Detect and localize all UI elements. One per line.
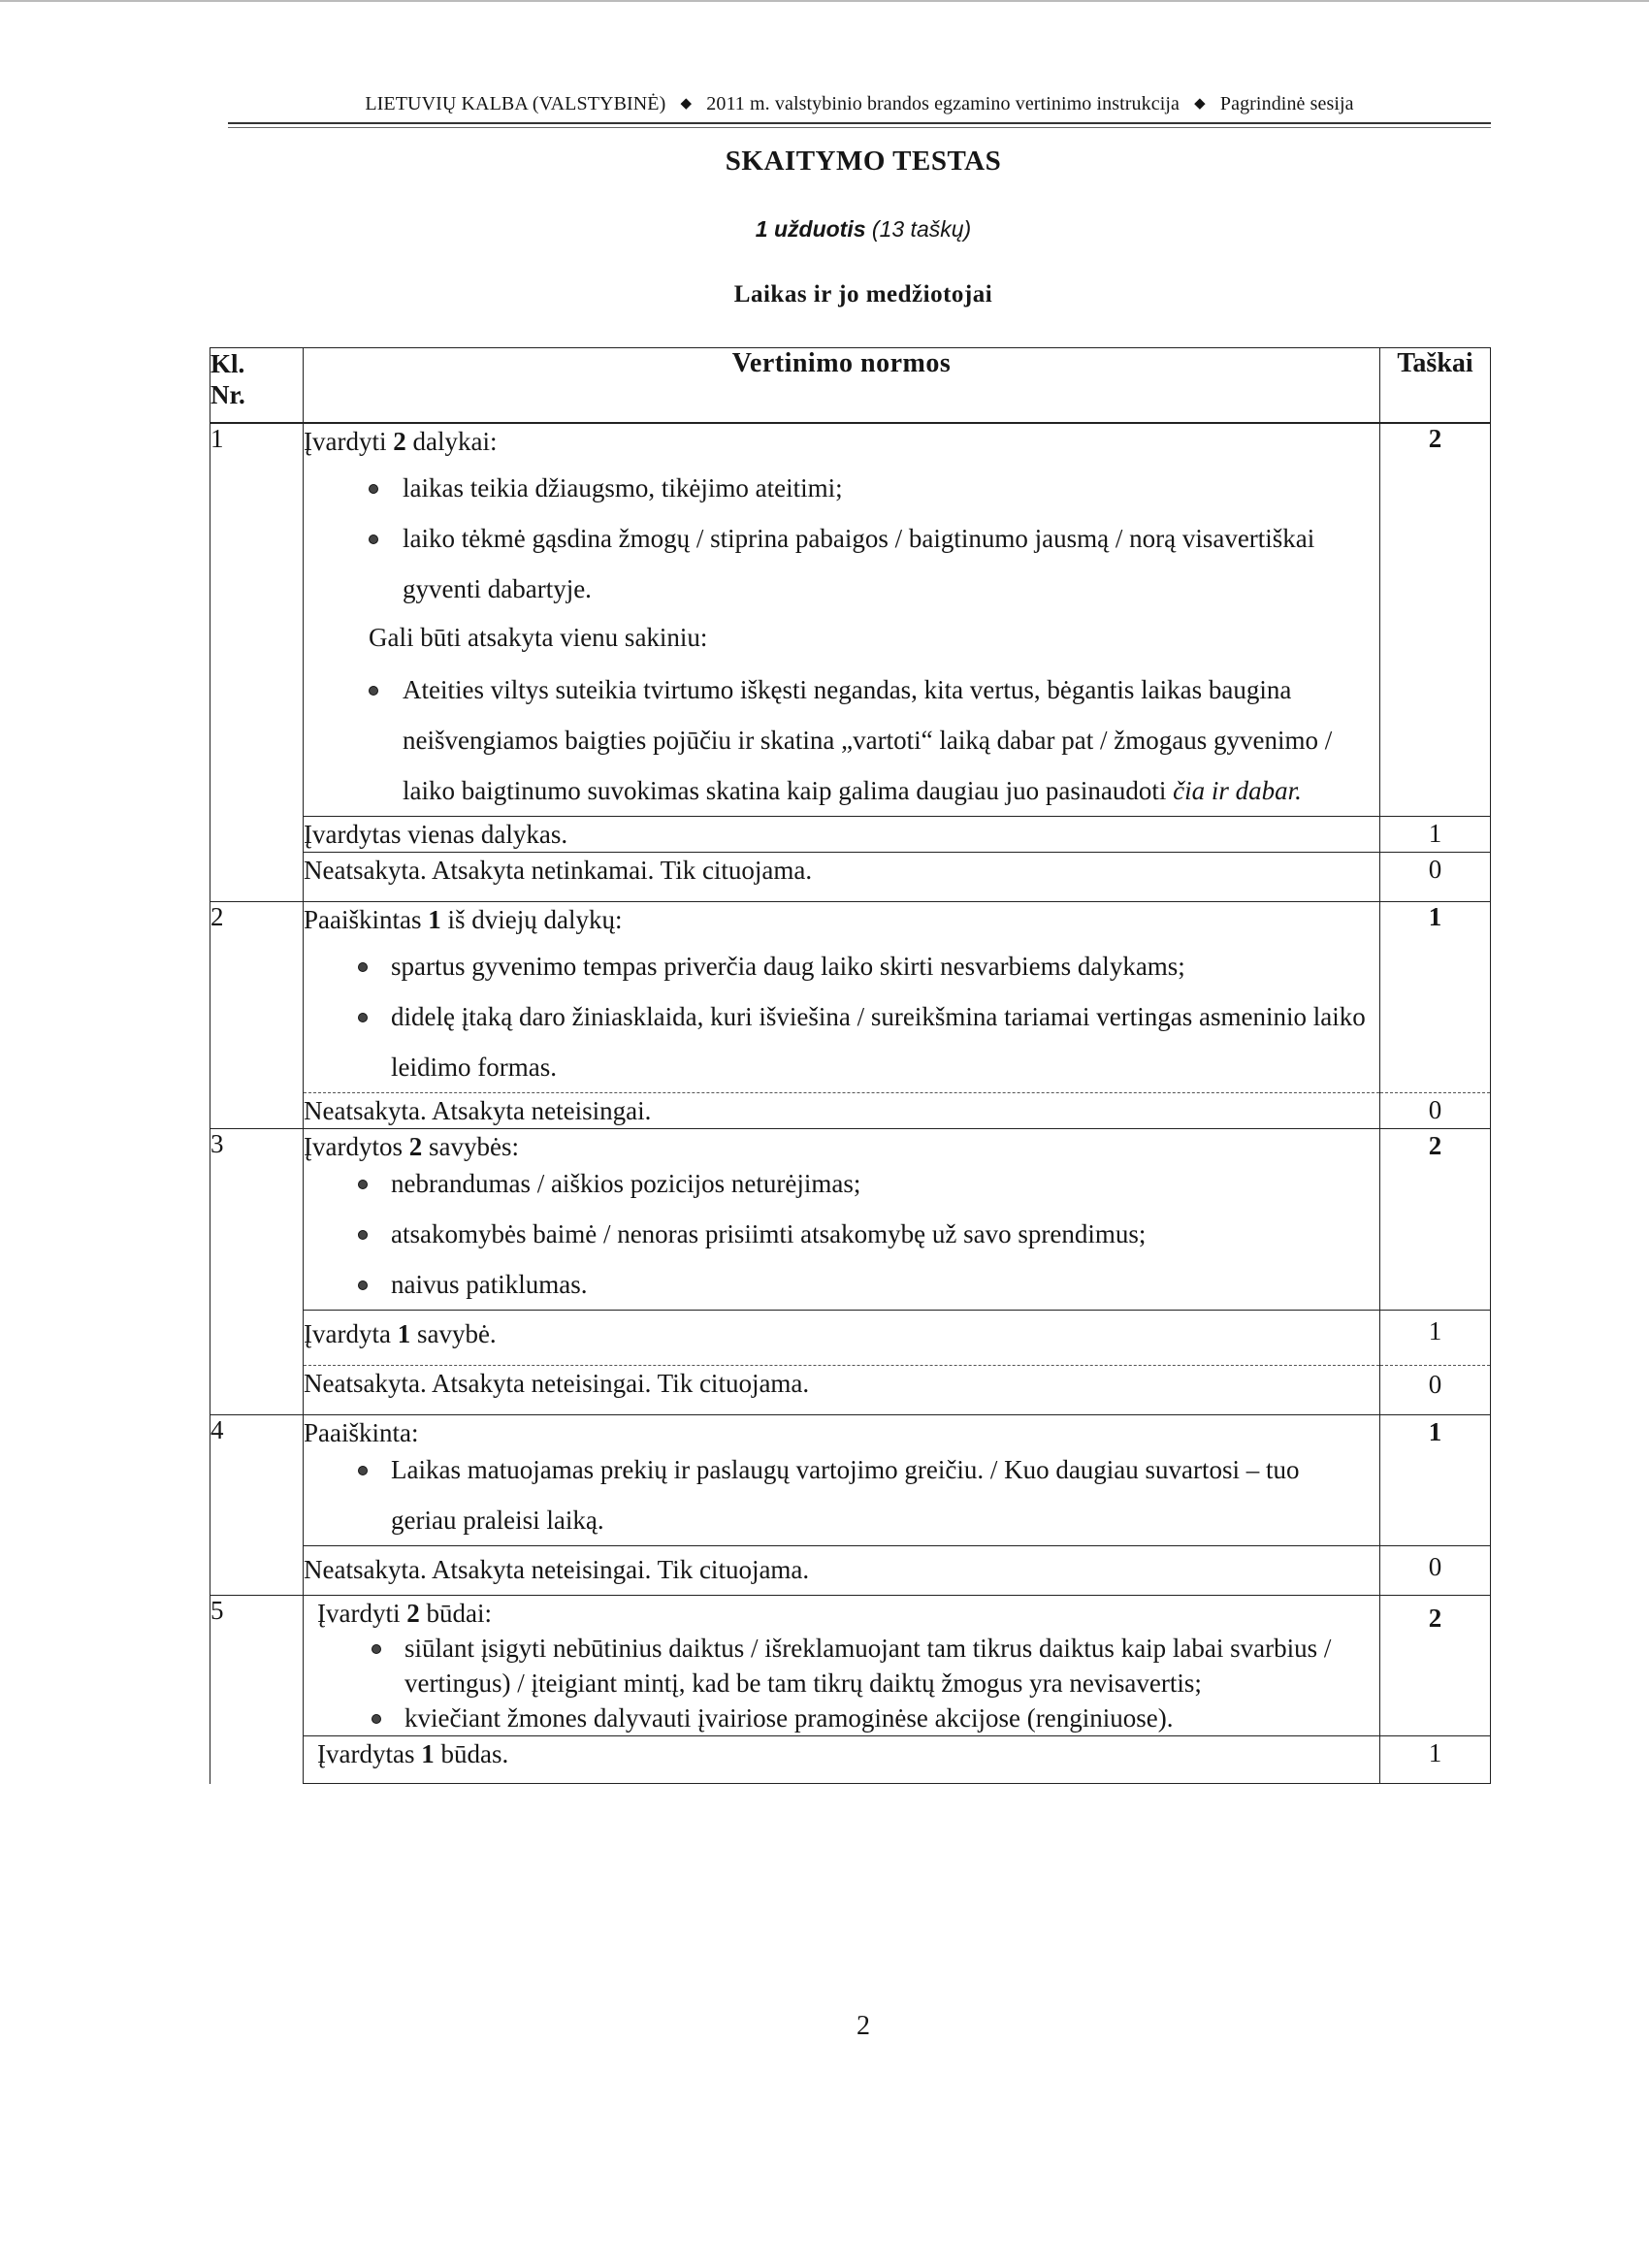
- criteria-cell: [304, 423, 1380, 817]
- page-header: [228, 93, 1491, 124]
- list-item: Ateities viltys suteikia tvirtumo iškęsti negandas, kita vertus, bėgantis laikas baugina neišvengiamos baigties pojūčiu ir skatina „vartoti“ laiką dabar pat / žmogaus gyvenimo / laiko baigtinumo suvokimas skatina kaip galima daugiau juo pasinaudoti čia ir dabar.: [304, 664, 1379, 816]
- header-session: Pagrindinė sesija: [1219, 93, 1354, 114]
- points-value: 2: [1380, 423, 1491, 817]
- points-value: 1: [1380, 1736, 1491, 1784]
- points-value: 0: [1380, 1546, 1491, 1596]
- test-title: SKAITYMO TESTAS: [725, 146, 1002, 177]
- list-item: laikas teikia džiaugsmo, tikėjimo ateitimi;: [304, 463, 1379, 513]
- question-number: 1: [210, 423, 304, 902]
- criteria-cell: [304, 1129, 1380, 1311]
- list-item: didelę įtaką daro žiniasklaida, kuri išviešina / sureikšmina tariamai vertingas asmeninio laiko leidimo formas.: [304, 991, 1379, 1092]
- table-row: [210, 853, 1491, 902]
- criteria-cell: Neatsakyta. Atsakyta netinkamai. Tik cituojama.: [304, 853, 1380, 902]
- criteria-list: [317, 1631, 1379, 1735]
- points-value: 1: [1380, 817, 1491, 853]
- criteria-cell: Įvardyta 1 savybė.: [304, 1311, 1380, 1366]
- criteria-lead: Įvardyti 2 dalykai:: [304, 427, 498, 456]
- list-item: naivus patiklumas.: [304, 1259, 1379, 1310]
- table-row: [210, 423, 1491, 817]
- count-number: 2: [393, 427, 406, 456]
- header-subject: LIETUVIŲ KALBA (VALSTYBINĖ): [365, 93, 666, 114]
- header-points: Taškai: [1380, 348, 1491, 424]
- points-value: 1: [1380, 902, 1491, 1093]
- list-item: siūlant įsigyti nebūtinius daiktus / išreklamuojant tam tikrus daiktus kaip labai svarbius / vertingus) / įteigiant mintį, kad be tam tikrų daiktų žmogus yra nevisavertis;: [317, 1631, 1379, 1701]
- table-row: [210, 1366, 1491, 1415]
- table-row: [210, 1311, 1491, 1366]
- evaluation-table: [210, 347, 1491, 1784]
- count-number: 1: [397, 1319, 411, 1348]
- task-points: (13 taškų): [871, 216, 972, 242]
- points-value: 1: [1380, 1311, 1491, 1366]
- header-document: 2011 m. valstybinio brandos egzamino vertinimo instrukcija: [706, 93, 1180, 114]
- criteria-cell: Neatsakyta. Atsakyta neteisingai.: [304, 1093, 1380, 1129]
- criteria-list: [304, 664, 1379, 816]
- points-value: 0: [1380, 1366, 1491, 1415]
- criteria-cell: Neatsakyta. Atsakyta neteisingai. Tik cituojama.: [304, 1546, 1380, 1596]
- question-number: 2: [210, 902, 304, 1129]
- points-value: 0: [1380, 853, 1491, 902]
- points-value: 0: [1380, 1093, 1491, 1129]
- criteria-cell: [304, 902, 1380, 1093]
- criteria-cell: Neatsakyta. Atsakyta neteisingai. Tik cituojama.: [304, 1366, 1380, 1415]
- table-row: [210, 1129, 1491, 1311]
- criteria-cell: Įvardytas 1 būdas.: [304, 1736, 1380, 1784]
- criteria-lead: Paaiškintas 1 iš dviejų dalykų:: [304, 905, 623, 934]
- task-name: 1 užduotis: [755, 216, 866, 242]
- criteria-note: Gali būti atsakyta vienu sakiniu:: [369, 623, 708, 652]
- question-number: 3: [210, 1129, 304, 1415]
- text-title: Laikas ir jo medžiotojai: [733, 281, 993, 308]
- task-line: [0, 216, 1649, 243]
- criteria-list: [304, 941, 1379, 1092]
- diamond-separator-icon: ◆: [680, 96, 693, 112]
- table-row: [210, 1415, 1491, 1546]
- table-row: [210, 902, 1491, 1093]
- header-rule: [228, 127, 1491, 128]
- list-item: laiko tėkmė gąsdina žmogų / stiprina pabaigos / baigtinumo jausmą / norą visavertiškai gyventi dabartyje.: [304, 513, 1379, 614]
- criteria-list: [304, 1444, 1379, 1545]
- points-value: 2: [1380, 1596, 1491, 1736]
- page-number: 2: [857, 2011, 870, 2041]
- count-number: 2: [406, 1599, 420, 1628]
- table-row: [210, 1093, 1491, 1129]
- criteria-lead: Įvardyti 2 būdai:: [317, 1599, 492, 1628]
- header-question-number: Kl. Nr.: [210, 348, 304, 424]
- list-item: atsakomybės baimė / nenoras prisiimti atsakomybę už savo sprendimus;: [304, 1209, 1379, 1259]
- table-row: [210, 1736, 1491, 1784]
- criteria-cell: Įvardytas vienas dalykas.: [304, 817, 1380, 853]
- table-row: [210, 1596, 1491, 1736]
- scan-edge: [0, 0, 1649, 2]
- count-number: 1: [421, 1739, 435, 1768]
- diamond-separator-icon: ◆: [1194, 96, 1206, 112]
- list-item: kviečiant žmones dalyvauti įvairiose pramoginėse akcijose (renginiuose).: [317, 1701, 1379, 1735]
- list-item: Laikas matuojamas prekių ir paslaugų vartojimo greičiu. / Kuo daugiau suvartosi – tuo geriau praleisi laiką.: [304, 1444, 1379, 1545]
- table-row: [210, 817, 1491, 853]
- table-header-row: [210, 348, 1491, 424]
- question-number: 4: [210, 1415, 304, 1596]
- criteria-list: [304, 1158, 1379, 1310]
- count-number: 1: [428, 905, 441, 934]
- criteria-lead: Paaiškinta:: [304, 1418, 419, 1447]
- points-value: 1: [1380, 1415, 1491, 1546]
- count-number: 2: [408, 1132, 423, 1161]
- italic-phrase: čia ir dabar.: [1173, 776, 1302, 805]
- list-item: spartus gyvenimo tempas priverčia daug laiko skirti nesvarbiems dalykams;: [304, 941, 1379, 991]
- list-item: nebrandumas / aiškios pozicijos neturėjimas;: [304, 1158, 1379, 1209]
- points-value: 2: [1380, 1129, 1491, 1311]
- criteria-cell: [304, 1596, 1380, 1736]
- table-row: [210, 1546, 1491, 1596]
- criteria-lead: Įvardytos 2 savybės:: [304, 1132, 519, 1161]
- criteria-list: [304, 463, 1379, 614]
- criteria-cell: [304, 1415, 1380, 1546]
- header-norms: Vertinimo normos: [304, 348, 1380, 424]
- question-number: 5: [210, 1596, 304, 1784]
